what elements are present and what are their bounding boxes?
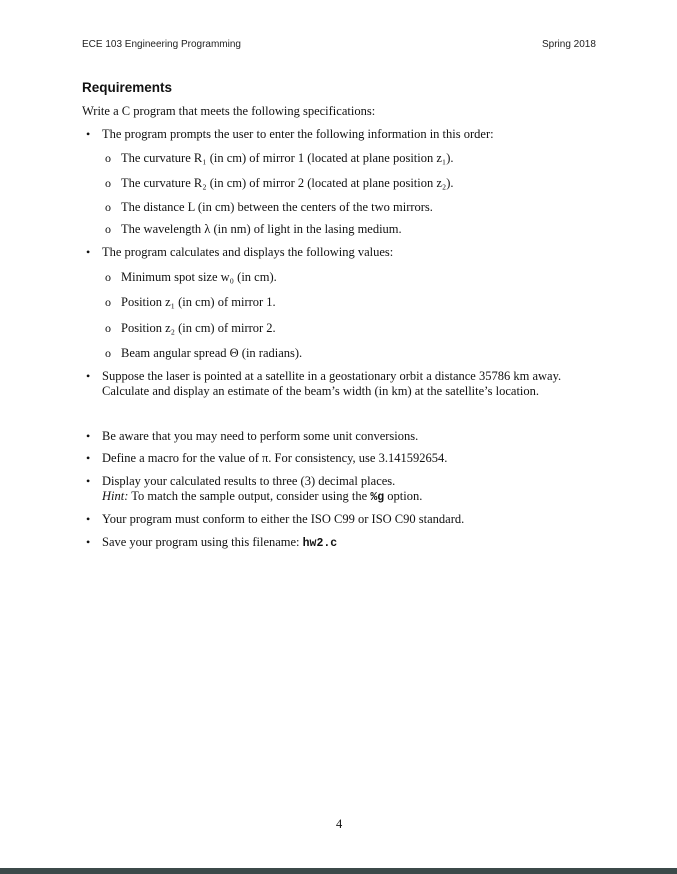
sub-bullet-marker: o	[105, 295, 111, 309]
intro-text: Write a C program that meets the following specifications:	[82, 104, 376, 118]
hint-code: %g	[370, 491, 385, 504]
note-hint	[102, 489, 422, 504]
sub-bullet-marker: o	[105, 176, 111, 190]
bullet-marker: •	[86, 369, 91, 383]
sub-bullet-marker: o	[105, 151, 111, 165]
prompt-item: The curvature R₁ (in cm) of mirror 1 (located at plane position z₁).	[121, 151, 454, 165]
prompt-item: The wavelength λ (in nm) of light in the lasing medium.	[121, 222, 402, 236]
prompt-item: The curvature R₂ (in cm) of mirror 2 (located at plane position z₂).	[121, 176, 454, 190]
calc-item: Beam angular spread Θ (in radians).	[121, 346, 303, 360]
prompts-bullet-text: The program prompts the user to enter the following information in this order:	[102, 127, 494, 141]
section-heading: Requirements	[82, 80, 173, 95]
hint-text-post: option.	[384, 489, 423, 503]
bullet-marker: •	[86, 127, 91, 141]
bullet-marker: •	[86, 535, 91, 549]
calc-bullet-text: The program calculates and displays the following values:	[102, 245, 394, 259]
satellite-text-line1: Suppose the laser is pointed at a satellite in a geostationary orbit a distance 35786 km away.	[102, 369, 562, 383]
sub-bullet-marker: o	[105, 222, 111, 236]
hint-label: Hint:	[102, 489, 129, 503]
calc-item: Position z₂ (in cm) of mirror 2.	[121, 321, 276, 335]
sub-bullet-marker: o	[105, 270, 111, 284]
calc-item: Minimum spot size w₀ (in cm).	[121, 270, 277, 284]
satellite-text-line2: Calculate and display an estimate of the beam’s width (in km) at the satellite’s location.	[102, 384, 540, 398]
sub-bullet-marker: o	[105, 346, 111, 360]
bullet-marker: •	[86, 474, 91, 488]
note-unit-conversions: Be aware that you may need to perform some unit conversions.	[102, 429, 419, 443]
sub-bullet-marker: o	[105, 200, 111, 214]
note-filename	[102, 535, 337, 550]
note-iso-standard: Your program must conform to either the ISO C99 or ISO C90 standard.	[102, 512, 465, 526]
window-bottom-bar	[0, 868, 677, 874]
header-term: Spring 2018	[542, 39, 596, 50]
calc-item: Position z₁ (in cm) of mirror 1.	[121, 295, 276, 309]
bullet-marker: •	[86, 512, 91, 526]
hint-text-pre: To match the sample output, consider using the	[128, 489, 371, 503]
prompt-item: The distance L (in cm) between the centers of the two mirrors.	[121, 200, 433, 214]
bullet-marker: •	[86, 245, 91, 259]
bullet-marker: •	[86, 429, 91, 443]
filename-value: hw2.c	[302, 537, 338, 550]
bullet-marker: •	[86, 451, 91, 465]
filename-label: Save your program using this filename:	[102, 535, 300, 549]
note-pi-macro: Define a macro for the value of π. For consistency, use 3.141592654.	[102, 451, 448, 465]
sub-bullet-marker: o	[105, 321, 111, 335]
note-decimal-places: Display your calculated results to three (3) decimal places.	[102, 474, 396, 488]
page-number: 4	[336, 817, 343, 831]
header-course: ECE 103 Engineering Programming	[82, 39, 241, 50]
